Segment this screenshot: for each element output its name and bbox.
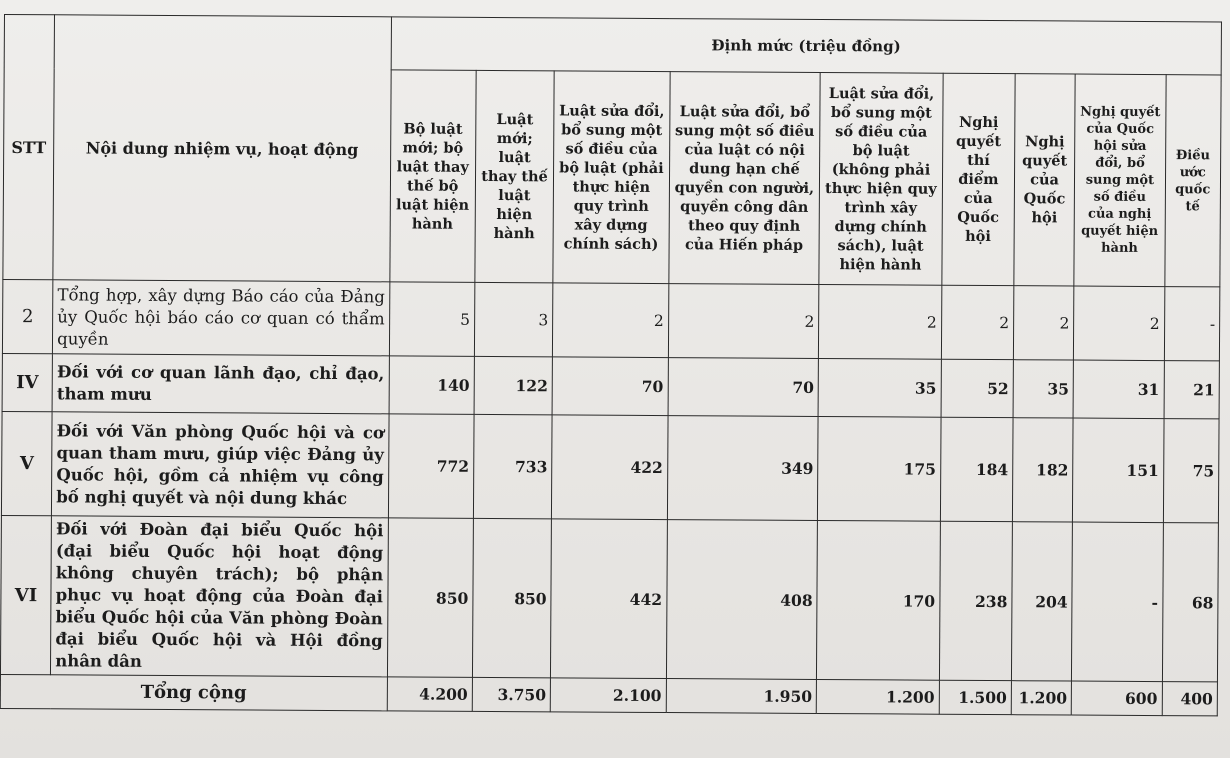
header-col-pilot-resolution: Nghị quyết thí điểm của Quốc hội [942, 73, 1016, 285]
row-content: Tổng hợp, xây dựng Báo cáo của Đảng ủy Quốc hội báo cáo cơ quan có thẩm quyền [53, 280, 390, 356]
value-cell: 2 [668, 284, 819, 359]
value-cell: 140 [389, 356, 475, 415]
total-cell: 4.200 [387, 677, 473, 712]
header-col-new-code: Bộ luật mới; bộ luật thay thế bộ luật hiện hành [389, 70, 476, 283]
value-cell: 122 [474, 356, 553, 414]
value-cell: 238 [939, 521, 1012, 680]
value-cell: 21 [1164, 361, 1220, 419]
value-cell: 3 [474, 282, 553, 356]
row-content: Đối với Văn phòng Quốc hội và cơ quan tham mưu, giúp việc Đảng ủy Quốc hội, gồm cả nhiệm vụ công bố nghị quyết và nội dung khác [52, 412, 389, 518]
header-col-resolution: Nghị quyết của Quốc hội [1014, 74, 1076, 286]
row-content: Đối với Đoàn đại biểu Quốc hội (đại biểu Quốc hội hoạt động không chuyên trách); bộ phận phục vụ hoạt động của Đoàn đại biểu Quốc hội của Văn phòng Đoàn đại biểu Quốc hội và Hội đồng nhân dân [51, 516, 388, 677]
table-row [0, 515, 1218, 681]
value-cell: 772 [388, 414, 474, 519]
header-col-amend-resolution: Nghị quyết của Quốc hội sửa đổi, bổ sung một số điều của nghị quyết hiện hành [1074, 74, 1166, 287]
header-row-group [4, 15, 1221, 75]
table-row [2, 353, 1219, 418]
header-norm-group: Định mức (triệu đồng) [391, 17, 1222, 75]
value-cell: 408 [666, 520, 818, 680]
value-cell: 151 [1073, 418, 1164, 523]
header-col-amend-code-policy: Luật sửa đổi, bổ sung một số điều của bộ luật (phải thực hiện quy trình xây dựng chính sách) [553, 71, 670, 284]
total-cell: 1.500 [939, 680, 1011, 714]
value-cell: 349 [667, 416, 818, 521]
row-stt: VI [0, 515, 51, 674]
header-col-new-law: Luật mới; luật thay thế luật hiện hành [475, 70, 555, 282]
total-cell: 1.200 [1011, 681, 1071, 715]
value-cell: 175 [818, 416, 941, 521]
row-content: Đối với cơ quan lãnh đạo, chỉ đạo, tham mưu [52, 354, 389, 414]
budget-norm-table [0, 14, 1222, 716]
value-cell: 850 [472, 518, 551, 677]
value-cell: 70 [668, 358, 819, 417]
value-cell: 2 [1074, 286, 1165, 361]
value-cell: 31 [1073, 360, 1164, 419]
header-col-amend-code-no-policy: Luật sửa đổi, bổ sung một số điều của bộ luật (không phải thực hiện quy trình xây dựng chính sách), luật hiện hành [819, 72, 943, 285]
table-row [1, 411, 1219, 522]
value-cell: 75 [1163, 419, 1219, 523]
value-cell: 170 [817, 520, 940, 680]
total-cell: 2.100 [550, 678, 666, 713]
total-label: Tổng cộng [0, 674, 387, 710]
value-cell: 2 [1013, 286, 1074, 360]
value-cell: 5 [389, 282, 475, 357]
value-cell: - [1072, 522, 1163, 682]
value-cell: 204 [1011, 522, 1072, 681]
row-stt: IV [2, 353, 53, 411]
value-cell: 2 [941, 285, 1014, 359]
value-cell: 70 [552, 357, 668, 416]
value-cell: 2 [819, 284, 942, 359]
value-cell: 422 [552, 415, 668, 520]
total-cell: 1.950 [666, 679, 817, 714]
total-cell: 600 [1071, 681, 1162, 716]
header-content: Nội dung nhiệm vụ, hoạt động [53, 15, 391, 282]
value-cell: 52 [941, 359, 1014, 417]
header-stt: STT [3, 15, 55, 280]
value-cell: 68 [1162, 523, 1218, 682]
value-cell: 182 [1012, 418, 1073, 522]
row-stt: V [1, 411, 52, 515]
value-cell: 442 [551, 519, 667, 679]
header-col-amend-law-rights: Luật sửa đổi, bổ sung một số điều của luật có nội dung hạn chế quyền con người, quyền công dân theo quy định của Hiến pháp [668, 72, 820, 285]
header-col-treaty: Điều ước quốc tế [1164, 75, 1221, 287]
value-cell: 184 [940, 417, 1013, 521]
value-cell: - [1164, 287, 1220, 361]
value-cell: 2 [553, 283, 669, 358]
total-row [0, 674, 1217, 715]
value-cell: 850 [387, 518, 473, 678]
total-cell: 3.750 [472, 677, 551, 711]
value-cell: 733 [473, 414, 552, 518]
value-cell: 35 [818, 358, 941, 417]
table-row [2, 279, 1219, 360]
total-cell: 1.200 [816, 679, 939, 714]
row-stt: 2 [2, 279, 53, 353]
value-cell: 35 [1013, 360, 1074, 418]
total-cell: 400 [1162, 682, 1218, 716]
